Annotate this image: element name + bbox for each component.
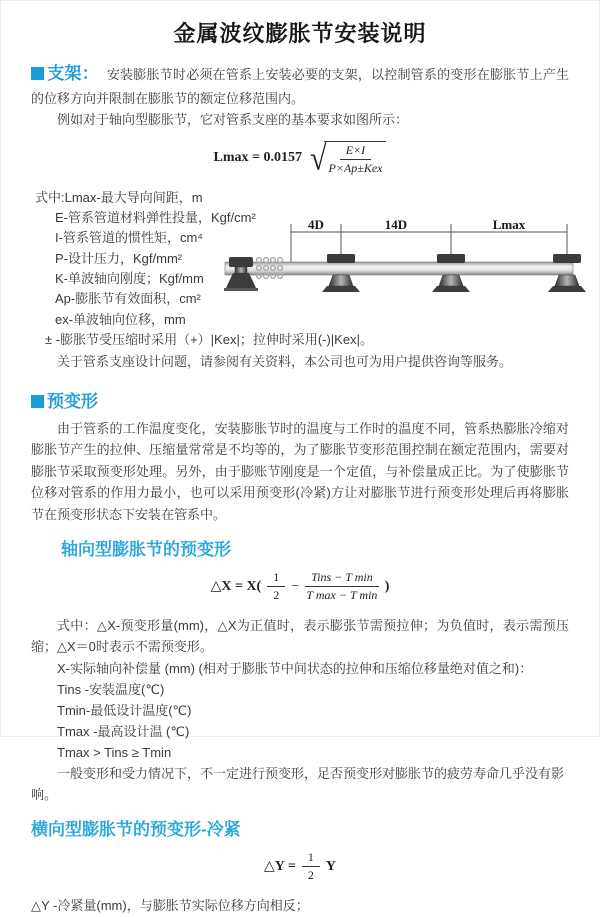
dx-explanation: 式中：△X-预变形量(mm)，△X为正值时，表示膨张节需预拉伸；为负值时，表示需预压缩；△X＝0时表示不需预变形。 bbox=[31, 618, 569, 655]
definitions-and-diagram bbox=[31, 188, 569, 350]
pipe-support-diagram bbox=[223, 216, 575, 312]
support-example-text: 例如对于轴向型膨胀节，它对管系支座的基本要求如图所示： bbox=[57, 112, 409, 128]
formula-dx-temp-fraction: $\frac{\text{Tins − T min}}{\text{T max − T min}}$ bbox=[306, 570, 378, 603]
definition-line: ex-单波轴向位移，mm bbox=[55, 311, 186, 327]
definition-line: E-管系管道材料弹性投量，Kgf/cm² bbox=[55, 210, 256, 226]
formula-dx-lhs: △X = X( bbox=[210, 579, 262, 595]
formula-dy-half: $\frac{1}{2}$ bbox=[302, 850, 320, 883]
dim-label-lmax: Lmax bbox=[492, 216, 526, 232]
support-section-intro bbox=[31, 60, 569, 109]
lateral-predeform-heading: 横向型膨胀节的预变形-冷紧 bbox=[31, 820, 241, 840]
formula-delta-y bbox=[31, 850, 569, 883]
formula-dy-lhs: △Y = bbox=[264, 859, 296, 875]
formula-lmax-denominator: P×Ap±Kex bbox=[328, 160, 383, 175]
formula-dy-rhs: Y bbox=[325, 858, 336, 874]
support-note: 关于管系支座设计问题，请参阅有关资料，本公司也可为用户提供咨询等服务。 bbox=[57, 354, 513, 370]
definition-line: 式中:Lmax-最大导向间距，m bbox=[35, 189, 203, 205]
formula-lmax-radicand bbox=[324, 141, 386, 176]
section-bullet-icon bbox=[31, 67, 44, 80]
predeform-paragraph: 由于管系的工作温度变化，安装膨胀节时的温度与工作时的温度不同，管系热膨胀冷缩对膨胀节产生的拉伸、压缩量常常是不均等的，为了膨胀节变形范围控制在额定范围内，需要对膨胀节采取预变形处理。另外，由于膨账节刚度是一个定值，与补偿量成正比。为了使膨胀节位移对管系的作用力最小，也可以采用预变形(冷紧)方让对膨胀节进行预变形处理后再将膨胀节在预变形状态下安装在管系中。 bbox=[31, 420, 569, 522]
definition-line: Ap-膨胀节有效面积，cm² bbox=[55, 291, 201, 307]
definition-line: Tmax -最高设计温 (℃) bbox=[57, 724, 190, 740]
definition-line: X-实际轴向补偿量 (mm) (相对于膨胀节中间状态的拉伸和压缩位移量绝对值之和)： bbox=[57, 660, 533, 676]
definition-line: P-设计压力，Kgf/mm² bbox=[55, 250, 183, 266]
definition-line: Tins -安装温度(℃) bbox=[57, 681, 165, 697]
dy-note: △Y -冷紧量(mm)，与膨胀节实际位移方向相反； bbox=[31, 898, 309, 914]
formula-delta-x bbox=[31, 570, 569, 603]
formula-lmax bbox=[31, 141, 569, 176]
predeform-remark: 一般变形和受力情况下，不一定进行预变形，足否预变形对膨胀节的疲劳寿命几乎没有影响。 bbox=[31, 766, 565, 803]
predeform-section-heading bbox=[31, 387, 569, 412]
predeform-heading-text: 预变形 bbox=[47, 391, 98, 411]
formula-dx-rhs: ) bbox=[384, 578, 390, 594]
formula-lmax-numerator: E×I bbox=[340, 143, 371, 160]
definition-line: I-管系管道的惯性矩，cm⁴ bbox=[55, 230, 203, 246]
support-intro-text: 安装膨胀节时必须在管系上安装必要的支架，以控制管系的变形在膨胀节上产生的位移方向并限制在膨胀节的额定位移范围内。 bbox=[31, 67, 569, 107]
sqrt-radical-icon: √ bbox=[310, 139, 327, 178]
definition-line: K-单波轴向刚度；Kgf/mm bbox=[55, 270, 204, 286]
definition-line: ± -膨胀节受压缩时采用（+）|Kex|；拉伸时采用(-)|Kex|。 bbox=[45, 331, 373, 347]
formula-dx-minus: − bbox=[291, 578, 300, 594]
axial-predeform-heading: 轴向型膨胀节的预变形 bbox=[61, 540, 231, 560]
support-section-heading: 支架： bbox=[47, 64, 99, 83]
formula-dx-half: $\frac{1}{2}$ bbox=[267, 570, 285, 603]
dim-label-14d: 14D bbox=[384, 216, 408, 232]
dim-label-4d: 4D bbox=[308, 216, 324, 232]
definition-line: Tmin-最低设计温度(℃) bbox=[57, 703, 192, 718]
temperature-definitions bbox=[31, 658, 569, 805]
section-bullet-icon bbox=[31, 395, 44, 408]
page-title: 金属波纹膨胀节安装说明 bbox=[173, 21, 427, 46]
formula-lmax-lhs: Lmax = 0.0157 bbox=[213, 150, 302, 166]
definition-line: Tmax > Tins ≥ Tmin bbox=[57, 745, 172, 761]
